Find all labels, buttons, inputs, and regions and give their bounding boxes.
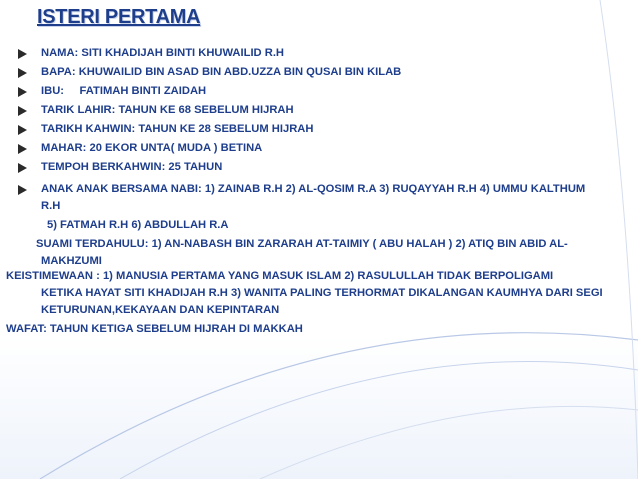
virtues-line-1: KEISTIMEWAAN : 1) MANUSIA PERTAMA YANG MASUK ISLAM 2) RASULULLAH TIDAK BERPOLIGAMI	[6, 270, 554, 282]
virtues-line-2: KETIKA HAYAT SITI KHADIJAH R.H 3) WANITA PALING TERHORMAT DIKALANGAN KAUMHYA DARI SEGI	[41, 287, 603, 299]
triangle-bullet-icon	[18, 87, 27, 97]
bullet-text: TARIKH KAHWIN: TAHUN KE 28 SEBELUM HIJRAH	[41, 123, 314, 135]
bullet-item	[0, 83, 206, 100]
triangle-bullet-icon	[18, 125, 27, 135]
children-line-1: ANAK ANAK BERSAMA NABI: 1) ZAINAB R.H 2) AL-QOSIM R.A 3) RUQAYYAH R.H 4) UMMU KALTHUM	[41, 183, 586, 195]
triangle-bullet-icon	[18, 185, 27, 195]
children-line-3: 5) FATMAH R.H 6) ABDULLAH R.A	[47, 219, 229, 231]
arc-3	[260, 406, 638, 479]
death-line: WAFAT: TAHUN KETIGA SEBELUM HIJRAH DI MAKKAH	[6, 323, 303, 335]
virtues-line-3: KETURUNAN,KEKAYAAN DAN KEPINTARAN	[41, 304, 280, 316]
arc-2	[120, 362, 638, 479]
bullet-text: NAMA: SITI KHADIJAH BINTI KHUWAILID R.H	[41, 47, 285, 59]
slide-title: ISTERI PERTAMA	[37, 6, 201, 28]
bullet-item	[0, 121, 313, 138]
bullet-item	[0, 140, 262, 157]
arc-1	[40, 333, 638, 479]
bullet-text: MAHAR: 20 EKOR UNTA( MUDA ) BETINA	[41, 142, 263, 154]
children-line-2: R.H	[41, 200, 61, 212]
bullet-text: TEMPOH BERKAHWIN: 25 TAHUN	[41, 161, 223, 173]
bullet-item	[0, 64, 401, 81]
triangle-bullet-icon	[18, 68, 27, 78]
bullet-text: BAPA: KHUWAILID BIN ASAD BIN ABD.UZZA BIN QUSAI BIN KILAB	[41, 66, 402, 78]
bullet-item	[0, 45, 284, 62]
bullet-item	[0, 159, 222, 176]
bullet-text: TARIK LAHIR: TAHUN KE 68 SEBELUM HIJRAH	[41, 104, 294, 116]
bullet-text: IBU: FATIMAH BINTI ZAIDAH	[41, 85, 207, 97]
bullet-item-children	[0, 181, 585, 198]
triangle-bullet-icon	[18, 144, 27, 154]
previous-husbands-line-1: SUAMI TERDAHULU: 1) AN-NABASH BIN ZARARAH AT-TAIMIY ( ABU HALAH ) 2) ATIQ BIN ABID AL-	[36, 238, 568, 250]
triangle-bullet-icon	[18, 49, 27, 59]
bullet-item	[0, 102, 294, 119]
triangle-bullet-icon	[18, 106, 27, 116]
triangle-bullet-icon	[18, 163, 27, 173]
previous-husbands-line-2: MAKHZUMI	[41, 255, 102, 267]
